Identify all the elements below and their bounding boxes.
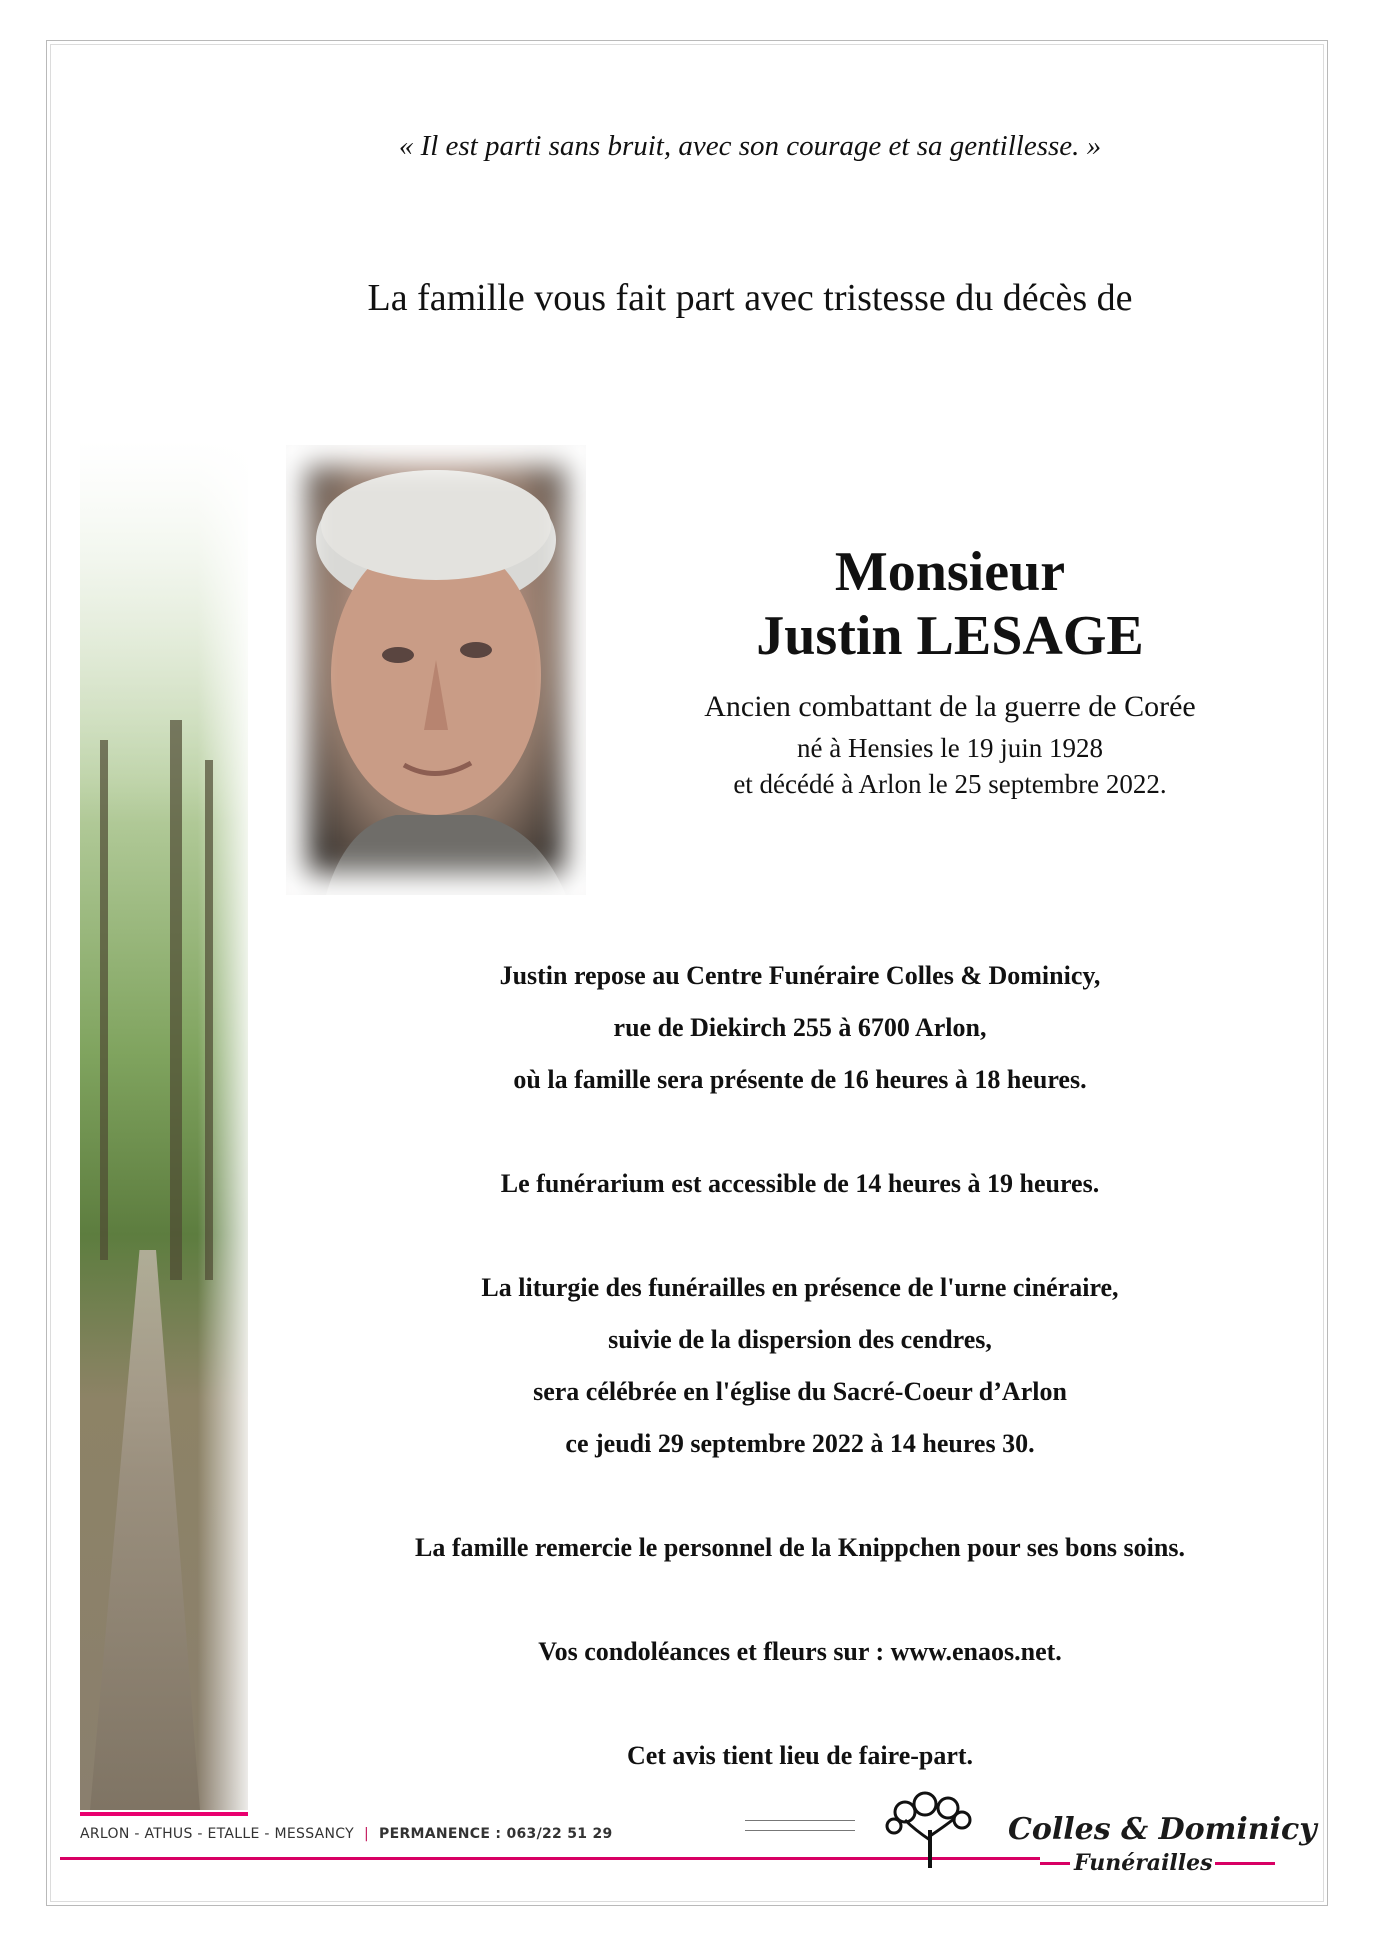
portrait-photo (286, 445, 586, 895)
birth-info: né à Hensies le 19 juin 1928 (797, 733, 1103, 763)
body-line: Le funérarium est accessible de 14 heures à 19 heures. (500, 1169, 1100, 1198)
honorific: Monsieur (834, 541, 1066, 603)
brand-subtitle: Funérailles (1074, 1850, 1213, 1876)
tree-logo-icon (880, 1790, 980, 1870)
body-line: rue de Diekirch 255 à 6700 Arlon, (613, 1013, 987, 1042)
footer-contact (80, 1826, 613, 1842)
body-line: Justin repose au Centre Funéraire Colles & Dominicy, (499, 961, 1101, 990)
body-line: La liturgie des funérailles en présence de l'urne cinéraire, (481, 1273, 1119, 1302)
intro-text: La famille vous fait part avec tristesse du décès de (367, 277, 1133, 319)
announcement-body (300, 950, 1300, 1782)
body-line: La famille remercie le personnel de la Knippchen pour ses bons soins. (415, 1533, 1185, 1562)
body-line: sera célébrée en l'église du Sacré-Coeur d’Arlon (533, 1377, 1067, 1406)
brand-sub-line (1215, 1862, 1275, 1865)
accent-bar (80, 1812, 248, 1816)
death-info: et décédé à Arlon le 25 septembre 2022. (733, 769, 1167, 799)
footer-permanence: PERMANENCE : 063/22 51 29 (379, 1826, 613, 1842)
body-line: Cet avis tient lieu de faire-part. (626, 1741, 974, 1770)
deceased-info (620, 540, 1280, 802)
quote: « Il est parti sans bruit, avec son courage et sa gentillesse. » (398, 130, 1102, 162)
brand-sub-line-left (1040, 1862, 1070, 1865)
brand-name: Colles & Dominicy (1008, 1812, 1317, 1847)
logo-double-line (745, 1820, 855, 1831)
footer-separator: | (363, 1826, 370, 1842)
body-line: où la famille sera présente de 16 heures à 18 heures. (513, 1065, 1087, 1094)
body-line: Vos condoléances et fleurs sur : www.enaos.net. (538, 1637, 1062, 1666)
body-line: ce jeudi 29 septembre 2022 à 14 heures 30. (565, 1429, 1035, 1458)
deceased-title: Ancien combattant de la guerre de Corée (704, 690, 1196, 723)
footer-locations: ARLON - ATHUS - ETALLE - MESSANCY (80, 1826, 354, 1842)
deceased-name: Justin LESAGE (756, 605, 1144, 667)
forest-path-image (80, 440, 248, 1810)
body-line: suivie de la dispersion des cendres, (608, 1325, 992, 1354)
